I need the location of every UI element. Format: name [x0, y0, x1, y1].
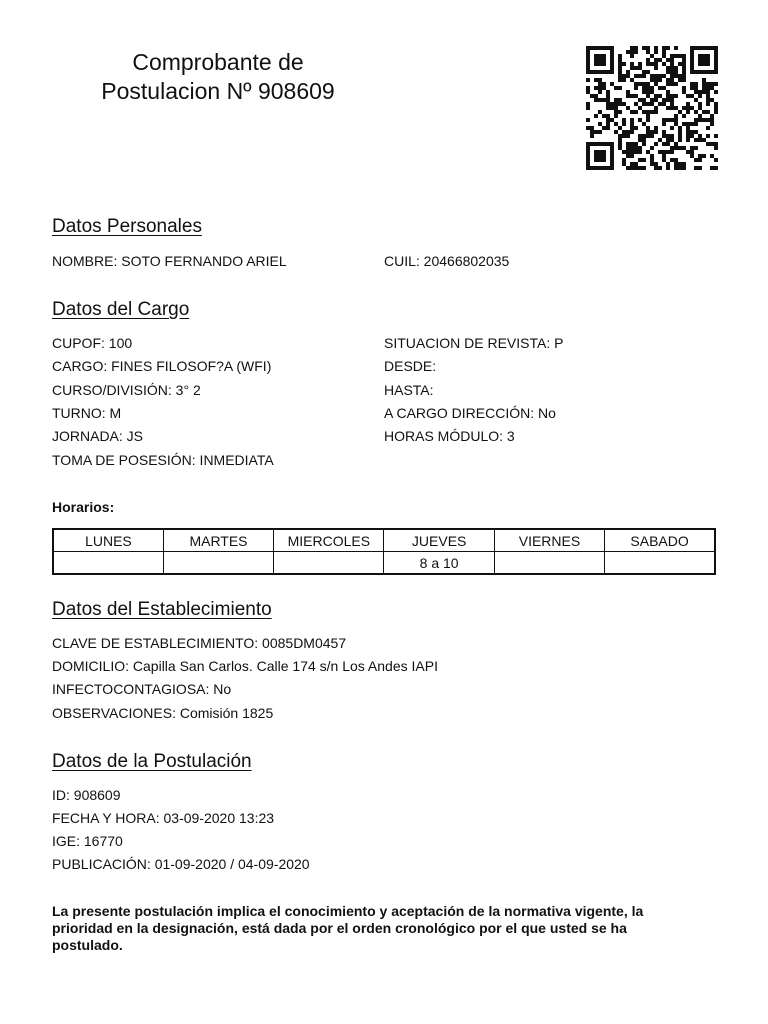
field-nombre: NOMBRE: SOTO FERNANDO ARIEL [52, 253, 287, 269]
field-ige: IGE: 16770 [52, 833, 123, 849]
schedule-time [605, 552, 715, 575]
field-turno: TURNO: M [52, 405, 122, 421]
schedule-time-row [53, 552, 715, 575]
field-toma: TOMA DE POSESIÓN: INMEDIATA [52, 452, 274, 468]
field-desde: DESDE: [384, 358, 437, 374]
schedule-header-row [53, 529, 715, 552]
schedule-day: LUNES [53, 529, 163, 552]
field-infectocontagiosa: INFECTOCONTAGIOSA: No [52, 681, 232, 697]
field-hasta: HASTA: [384, 382, 434, 398]
section-heading-cargo: Datos del Cargo [52, 299, 190, 320]
document-title [60, 48, 376, 106]
field-cargo: CARGO: FINES FILOSOF?A (WFI) [52, 358, 272, 374]
schedule-day: JUEVES [384, 529, 494, 552]
field-situacion: SITUACION DE REVISTA: P [384, 335, 564, 351]
field-clave: CLAVE DE ESTABLECIMIENTO: 0085DM0457 [52, 635, 347, 651]
field-cupof: CUPOF: 100 [52, 335, 133, 351]
schedule-day: MARTES [163, 529, 273, 552]
schedule-time: 8 a 10 [384, 552, 494, 575]
field-id: ID: 908609 [52, 787, 121, 803]
schedule-day: SABADO [605, 529, 715, 552]
qr-code-icon [586, 46, 718, 170]
title-line-2: Postulacion Nº 908609 [101, 78, 335, 104]
field-a-cargo: A CARGO DIRECCIÓN: No [384, 405, 556, 421]
schedule-time [494, 552, 604, 575]
section-heading-postulacion: Datos de la Postulación [52, 751, 252, 772]
field-horas: HORAS MÓDULO: 3 [384, 428, 515, 444]
schedule-day: VIERNES [494, 529, 604, 552]
title-line-1: Comprobante de [132, 49, 304, 75]
section-heading-personales: Datos Personales [52, 216, 202, 237]
footer-notice: La presente postulación implica el conocimiento y aceptación de la normativa vigente, la prioridad en la designación, está dada por el orden cronológico por el que usted se ha postulado. [52, 903, 644, 953]
field-publicacion: PUBLICACIÓN: 01-09-2020 / 04-09-2020 [52, 856, 310, 872]
horarios-label: Horarios: [52, 499, 115, 515]
field-domicilio: DOMICILIO: Capilla San Carlos. Calle 174 s/n Los Andes IAPI [52, 658, 438, 674]
field-cuil: CUIL: 20466802035 [384, 253, 510, 269]
schedule-time [53, 552, 163, 575]
schedule-time [274, 552, 384, 575]
schedule-day: MIERCOLES [274, 529, 384, 552]
section-heading-establecimiento: Datos del Establecimiento [52, 599, 272, 620]
field-jornada: JORNADA: JS [52, 428, 144, 444]
schedule-time [163, 552, 273, 575]
field-observaciones: OBSERVACIONES: Comisión 1825 [52, 705, 274, 721]
field-fecha: FECHA Y HORA: 03-09-2020 13:23 [52, 810, 275, 826]
field-curso: CURSO/DIVISIÓN: 3° 2 [52, 382, 201, 398]
schedule-table [52, 528, 716, 575]
